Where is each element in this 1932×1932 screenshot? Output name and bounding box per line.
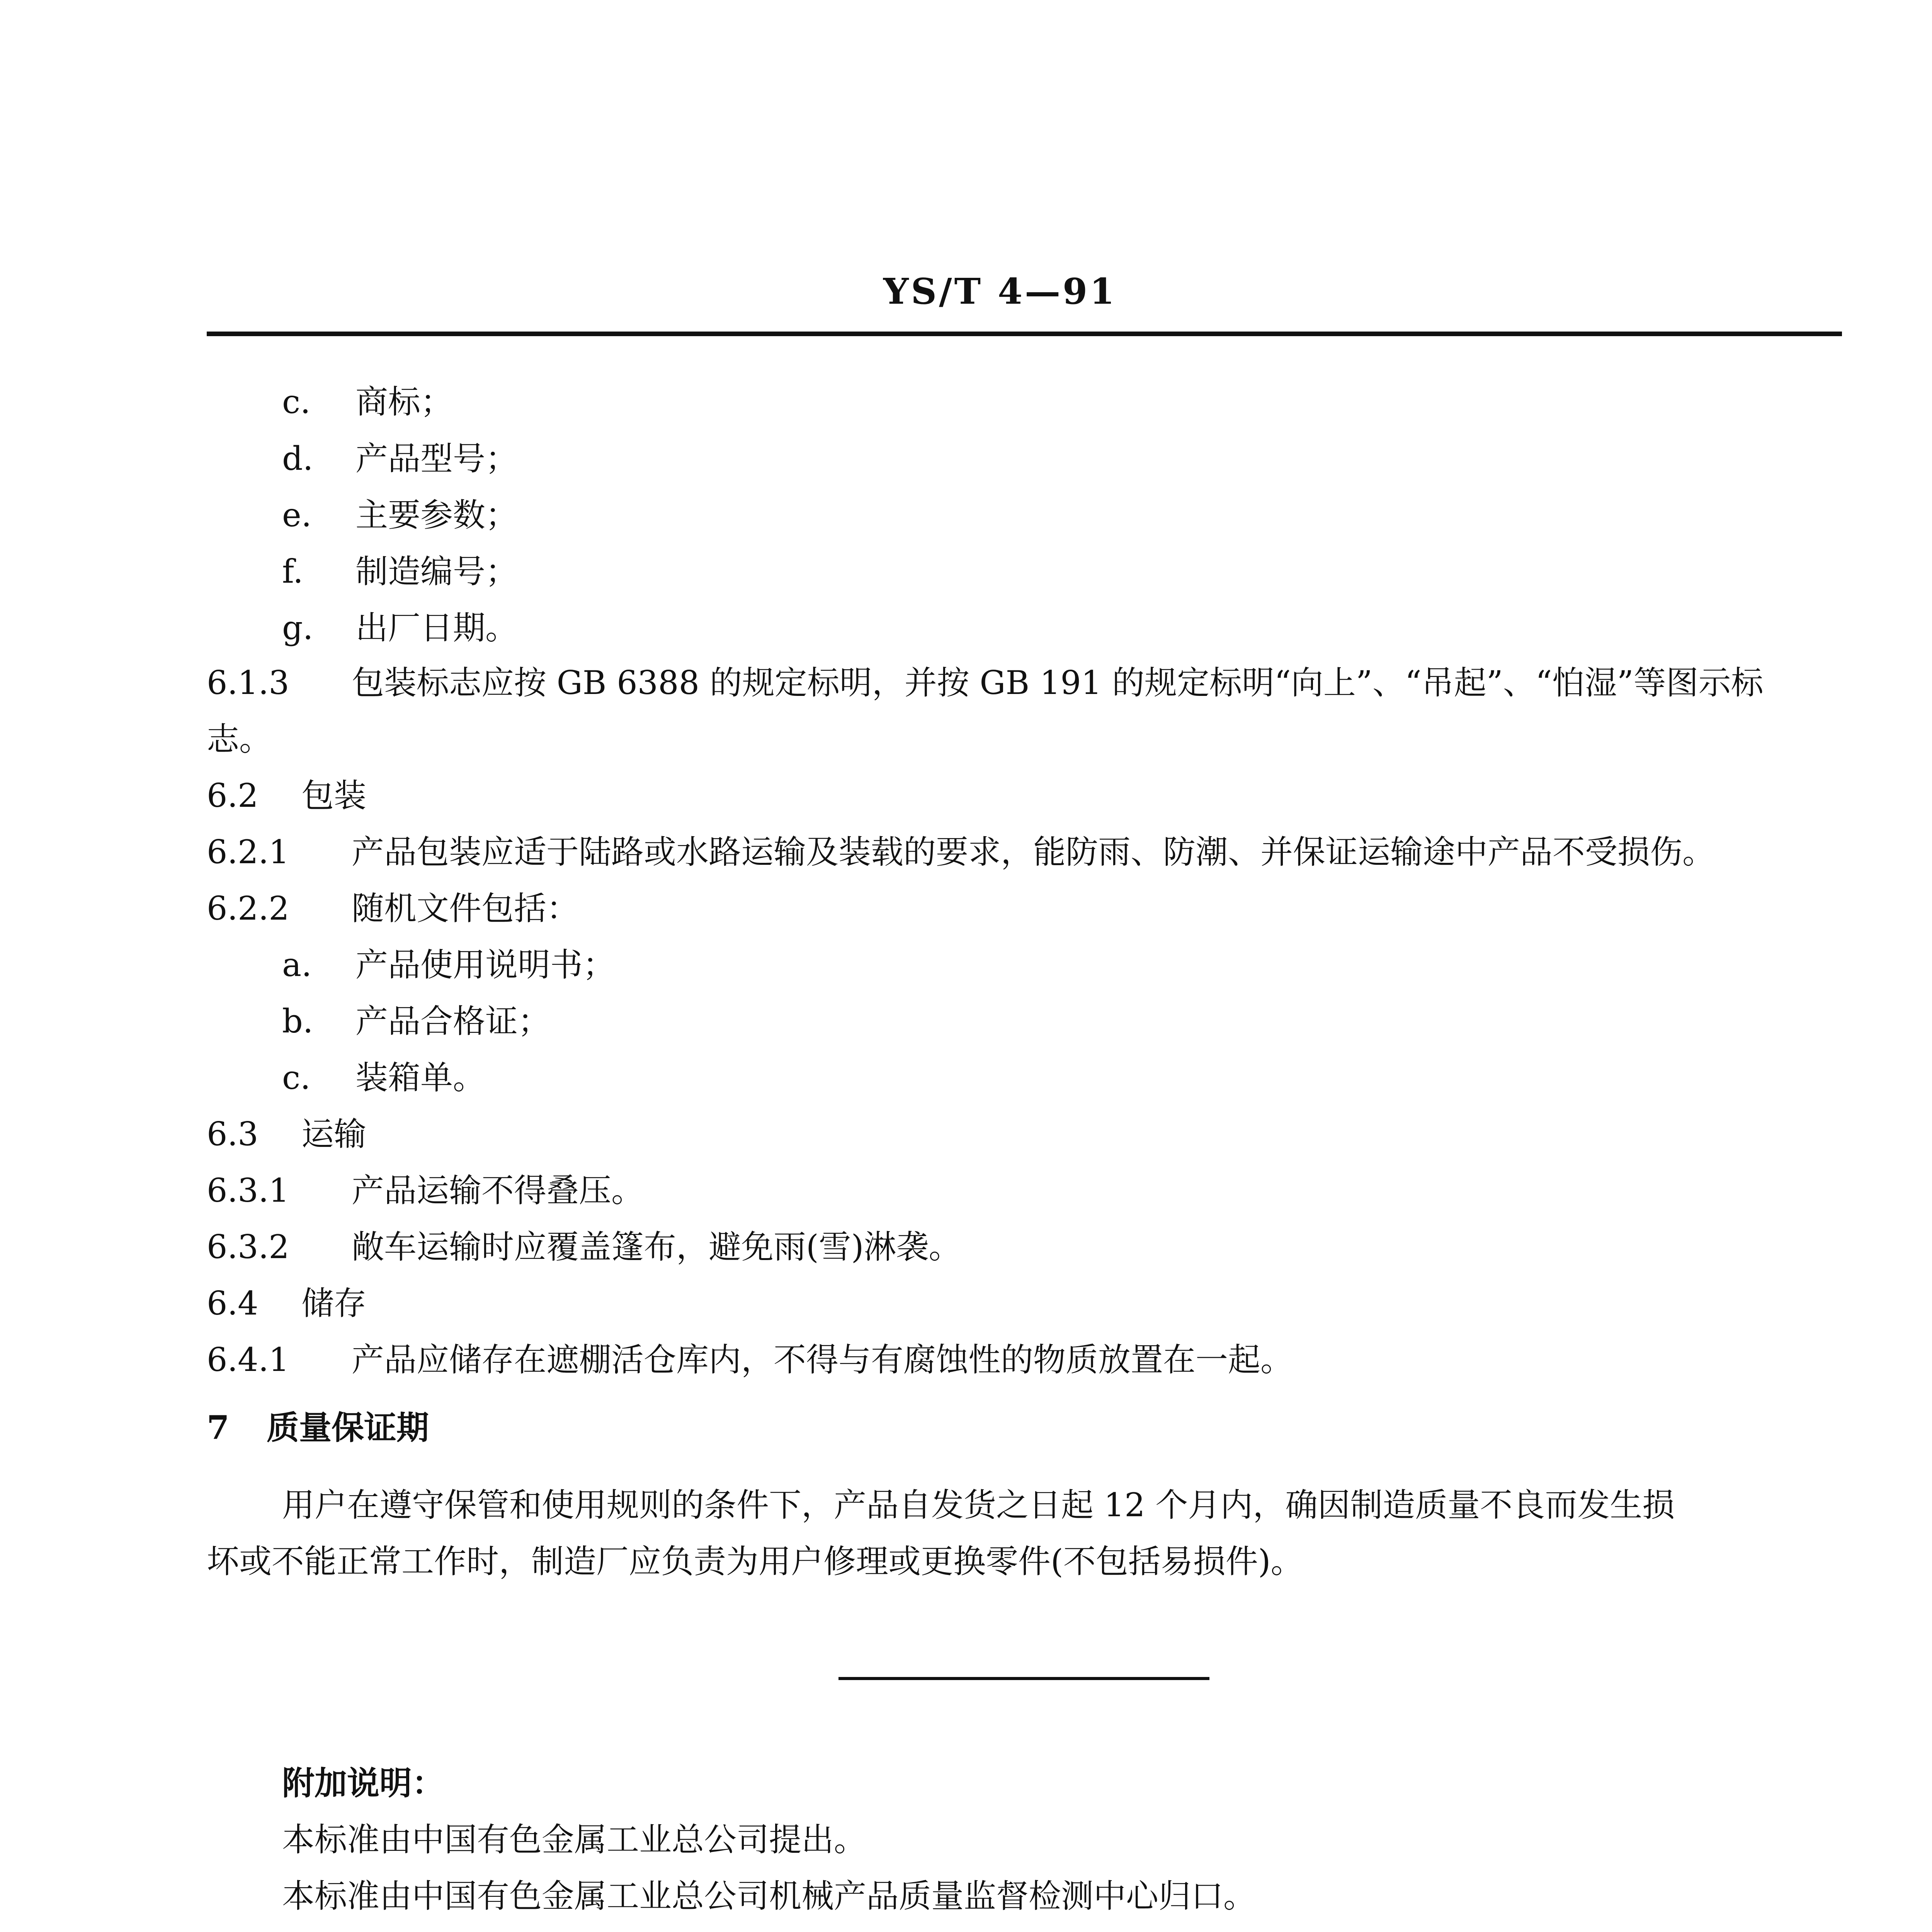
- section-number: 6.2: [207, 777, 259, 815]
- header-rule: [207, 332, 1842, 336]
- list-label: b.: [282, 1002, 313, 1040]
- appendix-line: 本标准由中国有色金属工业总公司机械产品质量监督检测中心归口。: [282, 1877, 1256, 1915]
- list-item: [282, 494, 518, 536]
- list-label: d.: [282, 440, 313, 478]
- list-item: [282, 1000, 550, 1043]
- clause-text: 包装标志应按 GB 6388 的规定标明，并按 GB 191 的规定标明“向上”、“吊起”、“怕湿”等图示标: [352, 664, 1764, 702]
- list-item: [282, 381, 453, 423]
- separator-rule: [838, 1677, 1209, 1680]
- clause-6-1-3: [207, 662, 1764, 704]
- section-7: [207, 1406, 429, 1449]
- list-item: [282, 607, 518, 649]
- list-text: 产品使用说明书；: [355, 946, 616, 984]
- section-6-3: [207, 1113, 366, 1155]
- clause-text: 产品包装应适于陆路或水路运输及装载的要求，能防雨、防潮、并保证运输途中产品不受损伤。: [352, 833, 1715, 871]
- list-item: [282, 437, 518, 480]
- section-number: 7: [207, 1408, 230, 1447]
- section-number: 6.4: [207, 1284, 259, 1322]
- list-label: e.: [282, 496, 312, 534]
- list-label: c.: [282, 383, 311, 421]
- list-label: c.: [282, 1059, 311, 1097]
- clause-text: 产品运输不得叠压。: [352, 1172, 644, 1209]
- list-label: f.: [282, 553, 303, 590]
- section-title: 质量保证期: [267, 1408, 429, 1447]
- section-number: 6.3: [207, 1115, 259, 1153]
- list-text: 产品合格证；: [355, 1002, 551, 1040]
- section-title: 运输: [301, 1115, 367, 1153]
- list-text: 制造编号；: [355, 553, 518, 590]
- list-item: [282, 944, 615, 986]
- clause-number: 6.3.1: [207, 1172, 289, 1209]
- list-text: 商标；: [355, 383, 453, 421]
- list-item: [282, 1056, 485, 1099]
- list-item: [282, 550, 518, 593]
- list-text: 产品型号；: [355, 440, 518, 478]
- clause-number: 6.4.1: [207, 1341, 289, 1379]
- clause-6-2-2: [207, 887, 579, 930]
- clause-number: 6.1.3: [207, 664, 289, 702]
- appendix-heading: 附加说明：: [282, 1764, 445, 1802]
- clause-continuation: 志。: [207, 720, 272, 758]
- clause-6-3-1: [207, 1169, 644, 1212]
- section-title: 包装: [301, 777, 367, 815]
- running-header: YS/T 4—91: [883, 270, 1117, 312]
- list-label: g.: [282, 609, 313, 647]
- list-text: 装箱单。: [355, 1059, 486, 1097]
- section-6-2: [207, 774, 366, 817]
- clause-6-3-2: [207, 1226, 961, 1268]
- clause-number: 6.3.2: [207, 1228, 289, 1266]
- list-label: a.: [282, 946, 312, 984]
- clause-6-2-1: [207, 831, 1715, 873]
- section-6-4: [207, 1282, 366, 1325]
- clause-number: 6.2.2: [207, 889, 289, 927]
- paragraph-line: 坏或不能正常工作时，制造厂应负责为用户修理或更换零件(不包括易损件)。: [207, 1543, 1303, 1580]
- section-title: 储存: [301, 1284, 367, 1322]
- list-text: 出厂日期。: [355, 609, 518, 647]
- list-text: 主要参数；: [355, 496, 518, 534]
- clause-text: 产品应储存在遮棚活仓库内，不得与有腐蚀性的物质放置在一起。: [352, 1341, 1293, 1379]
- appendix-line: 本标准由中国有色金属工业总公司提出。: [282, 1821, 867, 1859]
- clause-6-4-1: [207, 1338, 1293, 1381]
- clause-text: 敞车运输时应覆盖篷布，避免雨(雪)淋袭。: [352, 1228, 961, 1266]
- clause-number: 6.2.1: [207, 833, 289, 871]
- paragraph-line: 用户在遵守保管和使用规则的条件下，产品自发货之日起 12 个月内，确因制造质量不良而发生损: [282, 1486, 1675, 1524]
- clause-text: 随机文件包括：: [352, 889, 579, 927]
